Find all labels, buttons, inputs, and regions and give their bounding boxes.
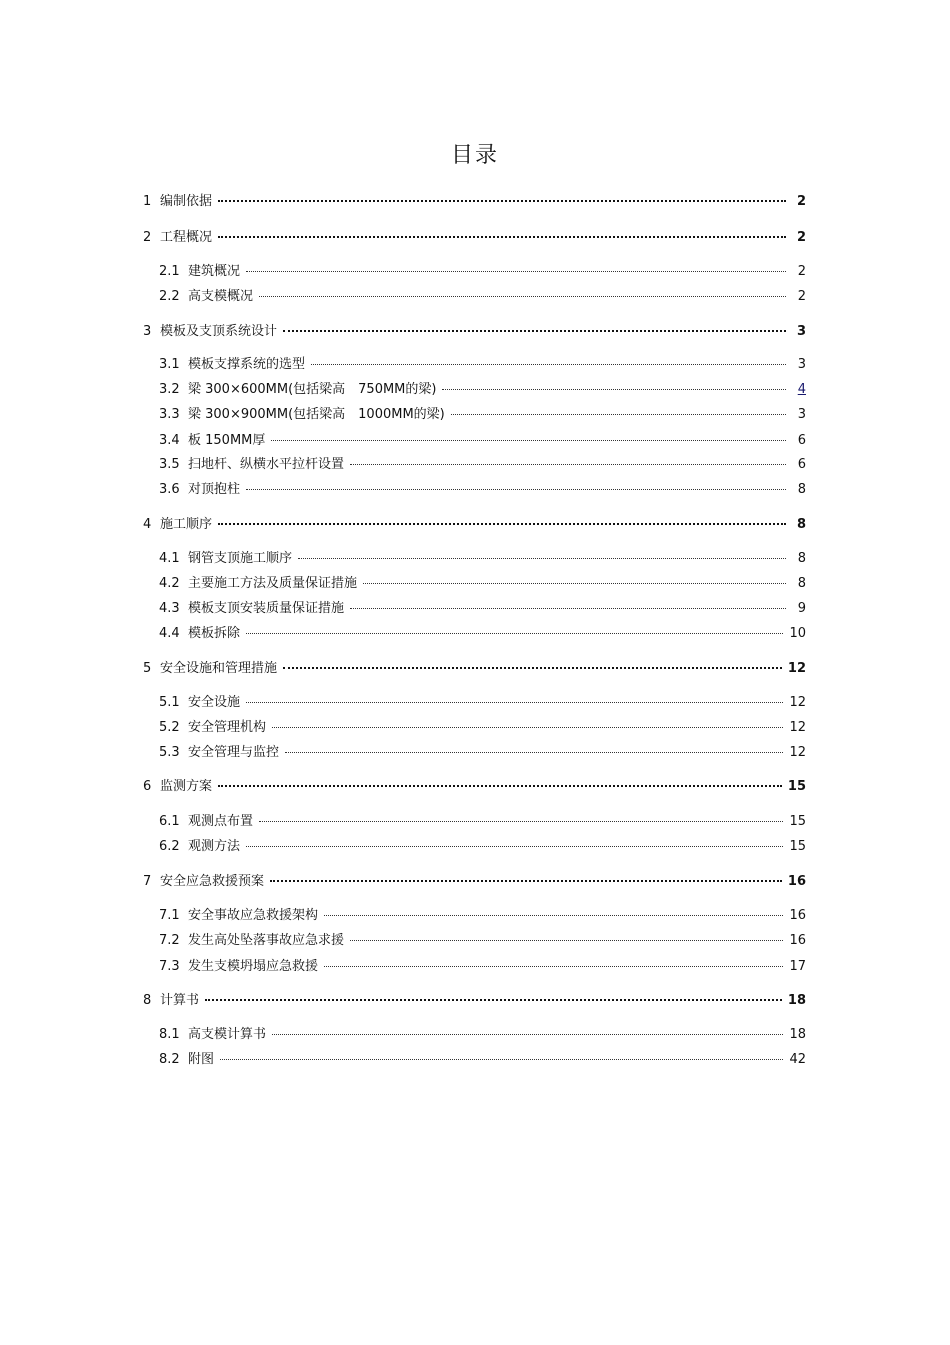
toc-entry-number: 5 [143,661,152,676]
toc-entry-page: 2 [797,264,806,279]
toc-entry-number: 2.1 [159,264,180,279]
dot-leader [246,632,783,634]
toc-entry-number: 7.3 [159,959,180,974]
toc-entry[interactable] [159,904,806,923]
toc-entry-number: 5.2 [159,720,180,735]
toc-entry-page: 3 [796,324,806,339]
dot-leader [283,329,786,332]
toc-entry-page: 12 [787,661,806,676]
dot-leader [324,965,783,967]
toc-entry-page: 15 [789,814,806,829]
toc-entry[interactable] [159,955,806,974]
dot-leader [298,557,786,559]
toc-entry-label: 安全管理与监控 [188,745,280,760]
toc-entry-label: 钢管支顶施工顺序 [188,551,293,566]
toc-entry[interactable] [159,403,806,422]
toc-entry-label: 梁 300×900MM(包括梁高 1000MM的梁) [188,407,445,422]
toc-entry-page: 15 [787,779,806,794]
toc-entry-label: 扫地杆、纵横水平拉杆设置 [188,457,345,472]
dot-leader [218,235,786,238]
dot-leader [283,666,782,669]
toc-entry-number: 3.2 [159,382,180,397]
toc-entry-number: 5.1 [159,695,180,710]
toc-entry-label: 安全管理机构 [188,720,267,735]
toc-entry-page: 12 [789,745,806,760]
dot-leader [271,439,786,441]
toc-entry-number: 2.2 [159,289,180,304]
dot-leader [218,522,786,525]
toc-entry-label: 建筑概况 [188,264,241,279]
toc-entry-number: 3 [143,324,152,339]
dot-leader [285,751,783,753]
toc-entry-number: 7.1 [159,908,180,923]
toc-entry-label: 监测方案 [160,779,213,794]
toc-entry-page: 16 [787,874,806,889]
toc-entry[interactable] [143,513,806,532]
toc-entry-page: 17 [789,959,806,974]
dot-leader [272,726,783,728]
toc-entry-label: 安全设施 [188,695,241,710]
toc-entry-label: 模板及支顶系统设计 [160,324,278,339]
toc-entry-label: 板 150MM厚 [188,433,266,448]
toc-entry[interactable] [143,226,806,245]
page-title: 目录 [450,143,499,168]
toc-entry-number: 4 [143,517,152,532]
toc-entry-label: 高支模概况 [188,289,254,304]
toc-entry-page: 16 [789,933,806,948]
toc-entry-label: 发生支模坍塌应急救援 [188,959,319,974]
toc-entry[interactable] [159,453,806,472]
toc-entry[interactable] [143,320,806,339]
toc-entry[interactable] [159,597,806,616]
toc-entry-page: 18 [789,1027,806,1042]
toc-entry[interactable] [143,989,806,1008]
toc-entry-page: 42 [789,1052,806,1067]
toc-entry[interactable] [159,810,806,829]
toc-entry-page: 18 [787,993,806,1008]
dot-leader [246,845,783,847]
toc-entry-number: 4.1 [159,551,180,566]
toc-entry-page: 6 [797,457,806,472]
toc-entry[interactable] [159,835,806,854]
dot-leader [218,784,782,787]
toc-entry[interactable] [159,1048,806,1067]
toc-entry-label: 安全事故应急救援架构 [188,908,319,923]
dot-leader [350,463,786,465]
toc-entry-number: 6.2 [159,839,180,854]
toc-entry-label: 高支模计算书 [188,1027,267,1042]
toc-entry-page: 16 [789,908,806,923]
toc-entry-label: 施工顺序 [160,517,213,532]
toc-entry-number: 3.4 [159,433,180,448]
dot-leader [350,939,783,941]
toc-entry-number: 3.5 [159,457,180,472]
toc-entry[interactable] [143,775,806,794]
toc-entry-number: 6 [143,779,152,794]
dot-leader [363,582,786,584]
toc-entry[interactable] [159,691,806,710]
dot-leader [220,1058,783,1060]
toc-entry-label: 模板拆除 [188,626,241,641]
toc-entry-label: 安全设施和管理措施 [160,661,278,676]
toc-entry-number: 8.1 [159,1027,180,1042]
toc-entry-page[interactable]: 4 [797,382,806,397]
toc-entry-label: 附图 [188,1052,215,1067]
toc-entry-number: 8 [143,993,152,1008]
toc-entry-number: 1 [143,194,152,209]
toc-entry[interactable] [159,378,806,397]
toc-entry[interactable] [159,285,806,304]
toc-entry-label: 编制依据 [160,194,213,209]
toc-entry-page: 2 [797,289,806,304]
toc-entry-number: 7 [143,874,152,889]
toc-entry-label: 安全应急救援预案 [160,874,265,889]
dot-leader [442,388,786,390]
dot-leader [259,295,786,297]
dot-leader [270,879,782,882]
dot-leader [311,363,786,365]
toc-entry[interactable] [159,929,806,948]
toc-entry-page: 6 [797,433,806,448]
toc-entry-label: 模板支顶安装质量保证措施 [188,601,345,616]
dot-leader [324,914,783,916]
toc-entry[interactable] [159,478,806,497]
toc-entry-number: 4.2 [159,576,180,591]
toc-entry-page: 2 [796,230,806,245]
toc-entry-page: 8 [796,517,806,532]
toc-entry-page: 3 [797,407,806,422]
toc-entry-number: 3.3 [159,407,180,422]
toc-entry[interactable] [159,429,806,448]
toc-entry[interactable] [159,741,806,760]
toc-entry-number: 7.2 [159,933,180,948]
toc-entry-number: 8.2 [159,1052,180,1067]
dot-leader [259,820,783,822]
toc-entry[interactable] [143,190,806,209]
toc-entry[interactable] [159,547,806,566]
toc-entry-label: 对顶抱柱 [188,482,241,497]
dot-leader [451,413,786,415]
toc-entry[interactable] [159,1023,806,1042]
toc-entry-page: 8 [797,551,806,566]
toc-entry-page: 12 [789,695,806,710]
toc-entry-label: 主要施工方法及质量保证措施 [188,576,358,591]
toc-entry-label: 梁 300×600MM(包括梁高 750MM的梁) [188,382,437,397]
dot-leader [272,1033,783,1035]
toc-entry-page: 15 [789,839,806,854]
toc-entry-page: 2 [796,194,806,209]
dot-leader [246,701,783,703]
toc-entry-label: 模板支撑系统的选型 [188,357,306,372]
toc-entry-number: 3.6 [159,482,180,497]
toc-entry[interactable] [159,572,806,591]
toc-entry[interactable] [143,870,806,889]
toc-entry[interactable] [159,716,806,735]
dot-leader [350,607,786,609]
dot-leader [218,199,786,202]
toc-entry[interactable] [159,260,806,279]
toc-entry[interactable] [159,353,806,372]
dot-leader [205,998,782,1001]
toc-entry-page: 8 [797,482,806,497]
toc-entry-number: 4.4 [159,626,180,641]
toc-entry[interactable] [143,657,806,676]
toc-entry-number: 6.1 [159,814,180,829]
toc-entry[interactable] [159,622,806,641]
toc-entry-label: 发生高处坠落事故应急求援 [188,933,345,948]
dot-leader [246,488,786,490]
toc-entry-page: 9 [797,601,806,616]
dot-leader [246,270,786,272]
toc-entry-page: 10 [789,626,806,641]
toc-entry-page: 12 [789,720,806,735]
toc-entry-number: 4.3 [159,601,180,616]
toc-entry-label: 计算书 [160,993,200,1008]
toc-entry-number: 5.3 [159,745,180,760]
toc-entry-page: 8 [797,576,806,591]
toc-entry-number: 3.1 [159,357,180,372]
toc-entry-label: 工程概况 [160,230,213,245]
toc-entry-number: 2 [143,230,152,245]
toc-entry-page: 3 [797,357,806,372]
toc-entry-label: 观测点布置 [188,814,254,829]
toc-entry-label: 观测方法 [188,839,241,854]
